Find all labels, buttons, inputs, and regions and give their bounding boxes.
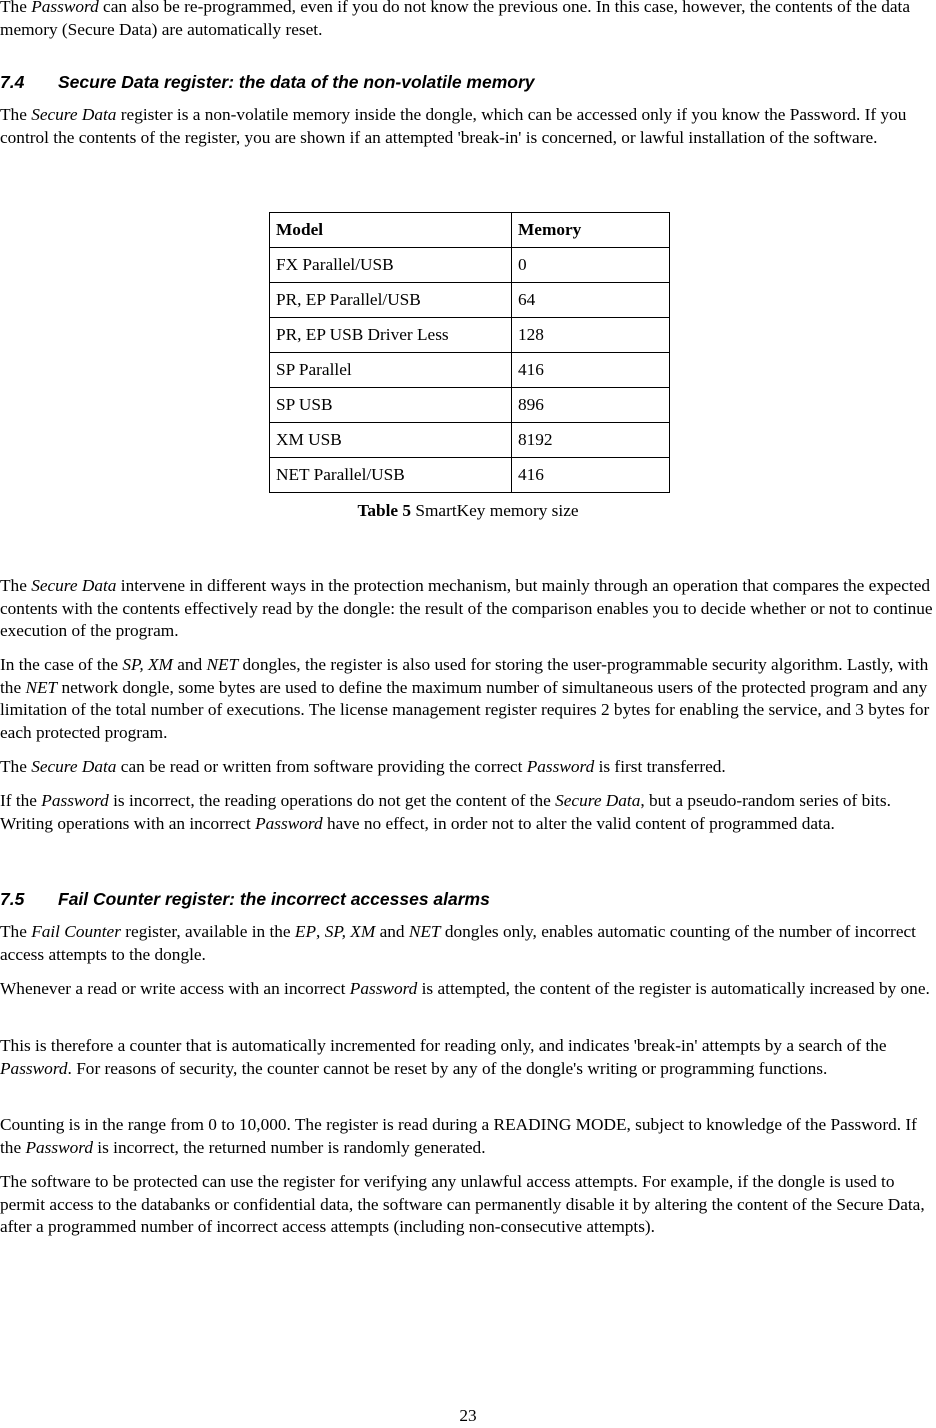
table-row — [270, 318, 670, 353]
table-cell: 0 — [512, 248, 670, 283]
table-header-cell: Memory — [512, 213, 670, 248]
memory-size-table — [269, 212, 670, 493]
table-row — [270, 283, 670, 318]
table-cell: NET Parallel/USB — [270, 458, 512, 493]
section-number: 7.4 — [0, 72, 25, 92]
section-number: 7.5 — [0, 889, 25, 909]
intro-paragraph: The Password can also be re-programmed, even if you do not know the previous one. In this case, however, the contents of the data memory (Secure Data) are automatically reset. — [0, 0, 911, 39]
table-caption: Table 5 SmartKey memory size — [357, 501, 579, 520]
table-cell: 128 — [512, 318, 670, 353]
table-cell: SP USB — [270, 388, 512, 423]
table-cell: SP Parallel — [270, 353, 512, 388]
table-cell: 896 — [512, 388, 670, 423]
paragraph: In the case of the SP, XM and NET dongles, the register is also used for storing the user-programmable security algorithm. Lastly, with the NET network dongle, some bytes are used to define the maximum number of simultaneous users of the protected program and any limitation of the total number of executions. The license management register requires 2 bytes for enabling the service, and 3 bytes for each protected program. — [0, 655, 930, 742]
paragraph: The Secure Data intervene in different ways in the protection mechanism, but mainly through an operation that compares the expected contents with the contents effectively read by the dongle: the result of the comparison enables you to decide whether or not to continue execution of the program. — [0, 576, 933, 640]
page-number: 23 — [459, 1406, 477, 1425]
table-header-row — [270, 213, 670, 248]
table-cell: 416 — [512, 353, 670, 388]
paragraph: Whenever a read or write access with an incorrect Password is attempted, the content of the register is automatically increased by one. — [0, 979, 930, 998]
table-row — [270, 248, 670, 283]
table-cell: XM USB — [270, 423, 512, 458]
section-heading-7-4 — [0, 71, 936, 93]
section-title: Secure Data register: the data of the non-volatile memory — [58, 72, 535, 92]
paragraph: The Fail Counter register, available in the EP, SP, XM and NET dongles only, enables automatic counting of the number of incorrect access attempts to the dongle. — [0, 922, 916, 964]
table-cell: FX Parallel/USB — [270, 248, 512, 283]
table-cell: 416 — [512, 458, 670, 493]
table-cell: 8192 — [512, 423, 670, 458]
paragraph: The Secure Data can be read or written from software providing the correct Password is first transferred. — [0, 757, 726, 776]
paragraph: Counting is in the range from 0 to 10,000. The register is read during a READING MODE, subject to knowledge of the Password. If the Password is incorrect, the returned number is randomly generated. — [0, 1115, 917, 1157]
table-cell: PR, EP USB Driver Less — [270, 318, 512, 353]
table-row — [270, 458, 670, 493]
table-header-cell: Model — [270, 213, 512, 248]
section-heading-7-5 — [0, 888, 936, 910]
table-cell: PR, EP Parallel/USB — [270, 283, 512, 318]
table-row — [270, 353, 670, 388]
paragraph: This is therefore a counter that is automatically incremented for reading only, and indicates 'break-in' attempts by a search of the Password. For reasons of security, the counter cannot be reset by any of the dongle's writing or programming functions. — [0, 1036, 887, 1078]
table-row — [270, 388, 670, 423]
paragraph: If the Password is incorrect, the reading operations do not get the content of the Secure Data, but a pseudo-random series of bits. Writing operations with an incorrect Password have no effect, in order not to alter the valid content of programmed data. — [0, 791, 891, 833]
paragraph: The software to be protected can use the register for verifying any unlawful access attempts. For example, if the dongle is used to permit access to the databanks or confidential data, the software can permanently disable it by altering the content of the Secure Data, after a programmed number of incorrect access attempts (including non-consecutive attempts). — [0, 1172, 925, 1236]
paragraph: The Secure Data register is a non-volatile memory inside the dongle, which can be accessed only if you know the Password. If you control the contents of the register, you are shown if an attempted 'break-in' is concerned, or lawful installation of the software. — [0, 105, 907, 147]
table-row — [270, 423, 670, 458]
table-cell: 64 — [512, 283, 670, 318]
section-title: Fail Counter register: the incorrect accesses alarms — [58, 889, 490, 909]
